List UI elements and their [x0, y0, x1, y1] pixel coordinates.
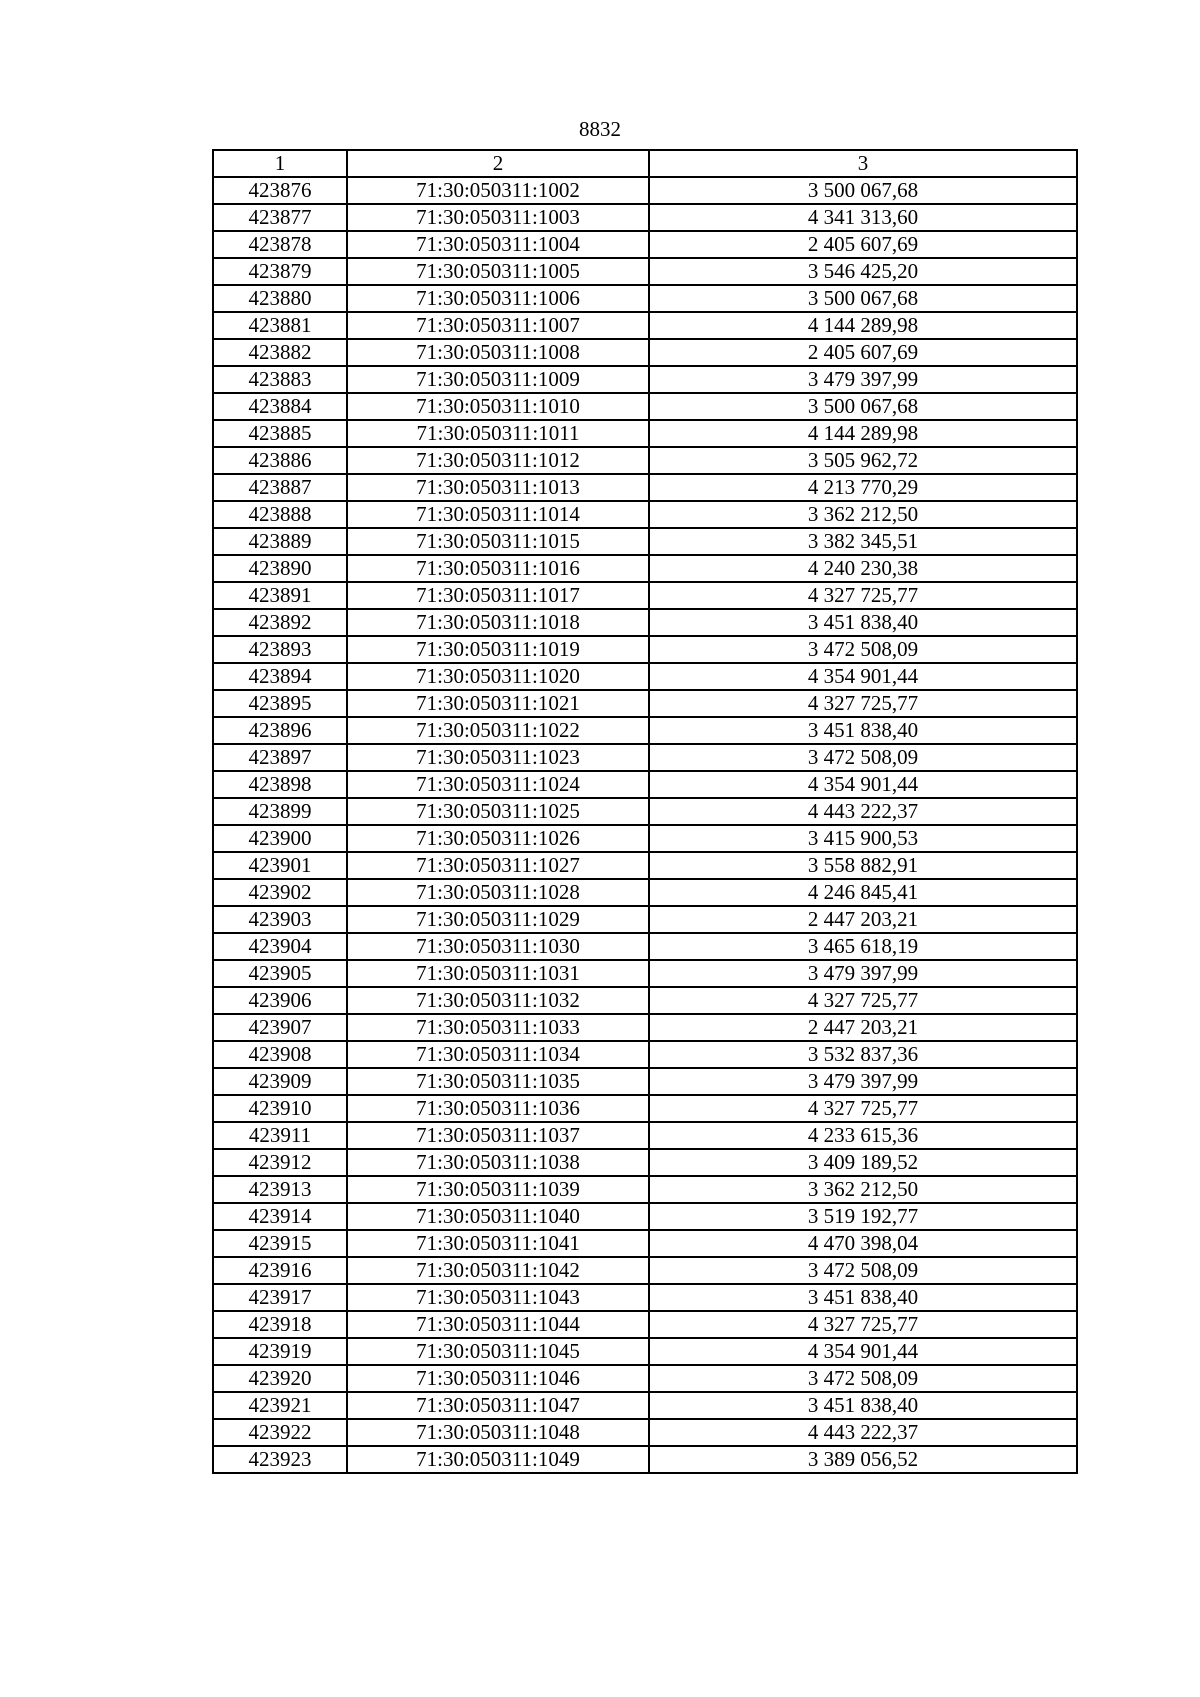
row-number-cell: 423907 — [213, 1014, 347, 1041]
cadastral-number-cell: 71:30:050311:1019 — [347, 636, 649, 663]
cadastral-value-cell: 2 447 203,21 — [649, 1014, 1077, 1041]
cadastral-value-cell: 2 405 607,69 — [649, 339, 1077, 366]
row-number-cell: 423902 — [213, 879, 347, 906]
cadastral-value-cell: 4 470 398,04 — [649, 1230, 1077, 1257]
cadastral-value-cell: 3 362 212,50 — [649, 1176, 1077, 1203]
table-row — [213, 1419, 1077, 1446]
row-number-cell: 423912 — [213, 1149, 347, 1176]
row-number-cell: 423911 — [213, 1122, 347, 1149]
cadastral-number-cell: 71:30:050311:1047 — [347, 1392, 649, 1419]
cadastral-value-cell: 3 472 508,09 — [649, 636, 1077, 663]
cadastral-number-cell: 71:30:050311:1042 — [347, 1257, 649, 1284]
row-number-cell: 423913 — [213, 1176, 347, 1203]
cadastral-value-cell: 4 443 222,37 — [649, 798, 1077, 825]
cadastral-number-cell: 71:30:050311:1027 — [347, 852, 649, 879]
cadastral-value-cell: 4 144 289,98 — [649, 312, 1077, 339]
row-number-cell: 423890 — [213, 555, 347, 582]
row-number-cell: 423895 — [213, 690, 347, 717]
cadastral-number-cell: 71:30:050311:1032 — [347, 987, 649, 1014]
row-number-cell: 423905 — [213, 960, 347, 987]
row-number-cell: 423876 — [213, 177, 347, 204]
row-number-cell: 423877 — [213, 204, 347, 231]
row-number-cell: 423896 — [213, 717, 347, 744]
column-header-3: 3 — [649, 150, 1077, 177]
cadastral-number-cell: 71:30:050311:1018 — [347, 609, 649, 636]
row-number-cell: 423901 — [213, 852, 347, 879]
row-number-cell: 423910 — [213, 1095, 347, 1122]
cadastral-value-cell: 4 443 222,37 — [649, 1419, 1077, 1446]
table-row — [213, 852, 1077, 879]
table-row — [213, 528, 1077, 555]
cadastral-value-cell: 4 327 725,77 — [649, 1095, 1077, 1122]
cadastral-number-cell: 71:30:050311:1022 — [347, 717, 649, 744]
cadastral-value-cell: 3 500 067,68 — [649, 285, 1077, 312]
table-row — [213, 825, 1077, 852]
cadastral-value-cell: 3 451 838,40 — [649, 1284, 1077, 1311]
cadastral-value-cell: 3 479 397,99 — [649, 1068, 1077, 1095]
table-row — [213, 204, 1077, 231]
row-number-cell: 423908 — [213, 1041, 347, 1068]
table-row — [213, 393, 1077, 420]
cadastral-value-cell: 3 546 425,20 — [649, 258, 1077, 285]
row-number-cell: 423898 — [213, 771, 347, 798]
table-row — [213, 339, 1077, 366]
cadastral-number-cell: 71:30:050311:1035 — [347, 1068, 649, 1095]
table-row — [213, 258, 1077, 285]
cadastral-value-cell: 3 409 189,52 — [649, 1149, 1077, 1176]
row-number-cell: 423920 — [213, 1365, 347, 1392]
table-row — [213, 1311, 1077, 1338]
cadastral-value-cell: 4 354 901,44 — [649, 771, 1077, 798]
row-number-cell: 423893 — [213, 636, 347, 663]
row-number-cell: 423918 — [213, 1311, 347, 1338]
cadastral-value-cell: 2 405 607,69 — [649, 231, 1077, 258]
row-number-cell: 423917 — [213, 1284, 347, 1311]
table-row — [213, 1068, 1077, 1095]
table-row — [213, 663, 1077, 690]
row-number-cell: 423903 — [213, 906, 347, 933]
row-number-cell: 423891 — [213, 582, 347, 609]
table-row — [213, 1365, 1077, 1392]
table-row — [213, 366, 1077, 393]
row-number-cell: 423916 — [213, 1257, 347, 1284]
column-header-1: 1 — [213, 150, 347, 177]
row-number-cell: 423884 — [213, 393, 347, 420]
row-number-cell: 423900 — [213, 825, 347, 852]
cadastral-number-cell: 71:30:050311:1039 — [347, 1176, 649, 1203]
cadastral-value-cell: 3 415 900,53 — [649, 825, 1077, 852]
cadastral-number-cell: 71:30:050311:1026 — [347, 825, 649, 852]
page-number: 8832 — [579, 117, 621, 141]
row-number-cell: 423883 — [213, 366, 347, 393]
table-row — [213, 474, 1077, 501]
table-row — [213, 906, 1077, 933]
table-row — [213, 636, 1077, 663]
table-row — [213, 177, 1077, 204]
cadastral-number-cell: 71:30:050311:1002 — [347, 177, 649, 204]
cadastral-number-cell: 71:30:050311:1024 — [347, 771, 649, 798]
header-row — [213, 150, 1077, 177]
cadastral-value-cell: 4 144 289,98 — [649, 420, 1077, 447]
cadastral-value-cell: 4 327 725,77 — [649, 582, 1077, 609]
cadastral-number-cell: 71:30:050311:1011 — [347, 420, 649, 447]
table-row — [213, 744, 1077, 771]
row-number-cell: 423889 — [213, 528, 347, 555]
row-number-cell: 423904 — [213, 933, 347, 960]
cadastral-value-cell: 3 389 056,52 — [649, 1446, 1077, 1473]
table-row — [213, 1041, 1077, 1068]
cadastral-number-cell: 71:30:050311:1012 — [347, 447, 649, 474]
table-row — [213, 420, 1077, 447]
cadastral-number-cell: 71:30:050311:1004 — [347, 231, 649, 258]
cadastral-number-cell: 71:30:050311:1015 — [347, 528, 649, 555]
table-row — [213, 1284, 1077, 1311]
cadastral-value-cell: 4 233 615,36 — [649, 1122, 1077, 1149]
table-row — [213, 1392, 1077, 1419]
cadastral-value-cell: 3 558 882,91 — [649, 852, 1077, 879]
cadastral-value-cell: 2 447 203,21 — [649, 906, 1077, 933]
cadastral-number-cell: 71:30:050311:1006 — [347, 285, 649, 312]
table-row — [213, 285, 1077, 312]
table-row — [213, 609, 1077, 636]
table-row — [213, 582, 1077, 609]
cadastral-value-cell: 4 240 230,38 — [649, 555, 1077, 582]
cadastral-number-cell: 71:30:050311:1010 — [347, 393, 649, 420]
row-number-cell: 423888 — [213, 501, 347, 528]
row-number-cell: 423923 — [213, 1446, 347, 1473]
cadastral-value-cell: 3 472 508,09 — [649, 1257, 1077, 1284]
table-row — [213, 1095, 1077, 1122]
cadastral-number-cell: 71:30:050311:1023 — [347, 744, 649, 771]
cadastral-value-cell: 3 505 962,72 — [649, 447, 1077, 474]
cadastral-value-cell: 3 500 067,68 — [649, 393, 1077, 420]
table-row — [213, 1176, 1077, 1203]
row-number-cell: 423892 — [213, 609, 347, 636]
cadastral-value-cell: 3 451 838,40 — [649, 609, 1077, 636]
cadastral-number-cell: 71:30:050311:1013 — [347, 474, 649, 501]
cadastral-value-cell: 3 362 212,50 — [649, 501, 1077, 528]
row-number-cell: 423914 — [213, 1203, 347, 1230]
table-row — [213, 1338, 1077, 1365]
cadastral-number-cell: 71:30:050311:1030 — [347, 933, 649, 960]
cadastral-value-cell: 4 327 725,77 — [649, 690, 1077, 717]
cadastral-value-cell: 3 519 192,77 — [649, 1203, 1077, 1230]
table-row — [213, 312, 1077, 339]
cadastral-value-cell: 4 354 901,44 — [649, 1338, 1077, 1365]
row-number-cell: 423885 — [213, 420, 347, 447]
cadastral-value-cell: 3 472 508,09 — [649, 1365, 1077, 1392]
row-number-cell: 423915 — [213, 1230, 347, 1257]
cadastral-number-cell: 71:30:050311:1048 — [347, 1419, 649, 1446]
table-row — [213, 933, 1077, 960]
cadastral-value-cell: 3 479 397,99 — [649, 366, 1077, 393]
table-body — [213, 177, 1077, 1473]
row-number-cell: 423897 — [213, 744, 347, 771]
table-row — [213, 717, 1077, 744]
table-row — [213, 987, 1077, 1014]
row-number-cell: 423886 — [213, 447, 347, 474]
cadastral-number-cell: 71:30:050311:1007 — [347, 312, 649, 339]
cadastral-number-cell: 71:30:050311:1046 — [347, 1365, 649, 1392]
cadastral-number-cell: 71:30:050311:1028 — [347, 879, 649, 906]
cadastral-value-cell: 4 213 770,29 — [649, 474, 1077, 501]
cadastral-number-cell: 71:30:050311:1029 — [347, 906, 649, 933]
table-header — [213, 150, 1077, 177]
cadastral-value-cell: 3 479 397,99 — [649, 960, 1077, 987]
table-row — [213, 447, 1077, 474]
table-row — [213, 879, 1077, 906]
cadastral-number-cell: 71:30:050311:1021 — [347, 690, 649, 717]
cadastral-number-cell: 71:30:050311:1044 — [347, 1311, 649, 1338]
row-number-cell: 423879 — [213, 258, 347, 285]
table-row — [213, 1257, 1077, 1284]
cadastral-value-cell: 3 451 838,40 — [649, 717, 1077, 744]
row-number-cell: 423919 — [213, 1338, 347, 1365]
cadastral-value-cell: 3 500 067,68 — [649, 177, 1077, 204]
cadastral-number-cell: 71:30:050311:1045 — [347, 1338, 649, 1365]
table-row — [213, 1203, 1077, 1230]
cadastral-number-cell: 71:30:050311:1003 — [347, 204, 649, 231]
cadastral-value-cell: 4 341 313,60 — [649, 204, 1077, 231]
table-row — [213, 1446, 1077, 1473]
row-number-cell: 423906 — [213, 987, 347, 1014]
cadastral-number-cell: 71:30:050311:1017 — [347, 582, 649, 609]
cadastral-value-cell: 4 327 725,77 — [649, 987, 1077, 1014]
cadastral-number-cell: 71:30:050311:1005 — [347, 258, 649, 285]
cadastral-number-cell: 71:30:050311:1020 — [347, 663, 649, 690]
cadastral-number-cell: 71:30:050311:1043 — [347, 1284, 649, 1311]
cadastral-number-cell: 71:30:050311:1036 — [347, 1095, 649, 1122]
row-number-cell: 423878 — [213, 231, 347, 258]
table-row — [213, 1122, 1077, 1149]
cadastral-number-cell: 71:30:050311:1038 — [347, 1149, 649, 1176]
table-row — [213, 1149, 1077, 1176]
cadastral-number-cell: 71:30:050311:1033 — [347, 1014, 649, 1041]
column-header-2: 2 — [347, 150, 649, 177]
table-row — [213, 771, 1077, 798]
table-row — [213, 798, 1077, 825]
cadastral-number-cell: 71:30:050311:1049 — [347, 1446, 649, 1473]
cadastral-number-cell: 71:30:050311:1016 — [347, 555, 649, 582]
row-number-cell: 423880 — [213, 285, 347, 312]
table-row — [213, 555, 1077, 582]
cadastral-number-cell: 71:30:050311:1014 — [347, 501, 649, 528]
row-number-cell: 423881 — [213, 312, 347, 339]
table-row — [213, 690, 1077, 717]
cadastral-number-cell: 71:30:050311:1025 — [347, 798, 649, 825]
cadastral-value-cell: 4 327 725,77 — [649, 1311, 1077, 1338]
cadastral-value-cell: 3 451 838,40 — [649, 1392, 1077, 1419]
cadastral-value-cell: 4 246 845,41 — [649, 879, 1077, 906]
cadastral-number-cell: 71:30:050311:1041 — [347, 1230, 649, 1257]
cadastral-number-cell: 71:30:050311:1037 — [347, 1122, 649, 1149]
cadastral-number-cell: 71:30:050311:1008 — [347, 339, 649, 366]
cadastral-value-table — [212, 149, 1078, 1474]
cadastral-number-cell: 71:30:050311:1009 — [347, 366, 649, 393]
table-row — [213, 1014, 1077, 1041]
table-row — [213, 960, 1077, 987]
table-row — [213, 501, 1077, 528]
row-number-cell: 423894 — [213, 663, 347, 690]
row-number-cell: 423921 — [213, 1392, 347, 1419]
table-row — [213, 231, 1077, 258]
cadastral-value-cell: 3 382 345,51 — [649, 528, 1077, 555]
cadastral-value-cell: 4 354 901,44 — [649, 663, 1077, 690]
row-number-cell: 423909 — [213, 1068, 347, 1095]
row-number-cell: 423882 — [213, 339, 347, 366]
cadastral-value-cell: 3 532 837,36 — [649, 1041, 1077, 1068]
table-row — [213, 1230, 1077, 1257]
cadastral-number-cell: 71:30:050311:1040 — [347, 1203, 649, 1230]
row-number-cell: 423887 — [213, 474, 347, 501]
cadastral-number-cell: 71:30:050311:1031 — [347, 960, 649, 987]
row-number-cell: 423922 — [213, 1419, 347, 1446]
row-number-cell: 423899 — [213, 798, 347, 825]
cadastral-value-cell: 3 465 618,19 — [649, 933, 1077, 960]
cadastral-number-cell: 71:30:050311:1034 — [347, 1041, 649, 1068]
cadastral-value-cell: 3 472 508,09 — [649, 744, 1077, 771]
